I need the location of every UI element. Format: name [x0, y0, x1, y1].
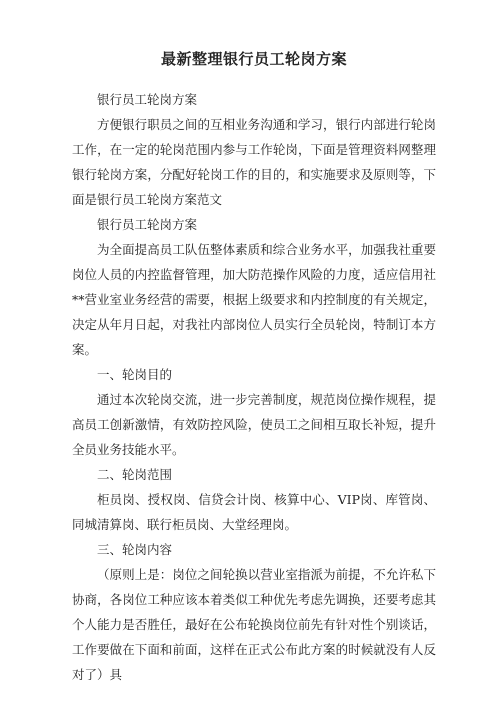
- paragraph-content: （原则上是：岗位之间轮换以营业室指派为前提，不允许私下协商，各岗位工种应该本着类似工种优先考虑先调换，还要考虑其个人能力是否胜任，最好在公布轮换岗位前先有针对性个别谈话，工作要做在下面和前面，这样在正式公布此方案的时候就没有人反对了）具: [72, 567, 436, 682]
- section-heading-objective: 一、轮岗目的: [97, 367, 173, 382]
- document-title: 最新整理银行员工轮岗方案: [160, 50, 347, 68]
- paragraph-scope: 柜员岗、授权岗、信贷会计岗、核算中心、VIP岗、库管岗、同城清算岗、联行柜员岗、大堂经理岗。: [72, 492, 436, 532]
- paragraph-intro: 方便银行职员之间的互相业务沟通和学习，银行内部进行轮岗工作，在一定的轮岗范围内参与工作轮岗，下面是管理资料网整理银行轮岗方案，分配好轮岗工作的目的，和实施要求及原则等，下面是银行员工轮岗方案范文: [72, 117, 436, 207]
- section-heading-scope: 二、轮岗范围: [97, 467, 173, 482]
- paragraph-subtitle-2: 银行员工轮岗方案: [97, 217, 198, 232]
- paragraph-subtitle: 银行员工轮岗方案: [97, 92, 198, 107]
- paragraph-objective: 通过本次轮岗交流，进一步完善制度，规范岗位操作规程，提高员工创新激情，有效防控风险，使员工之间相互取长补短，提升全员业务技能水平。: [72, 392, 436, 457]
- paragraph-purpose-statement: 为全面提高员工队伍整体素质和综合业务水平，加强我社重要岗位人员的内控监督管理，加大防范操作风险的力度，适应信用社**营业室业务经营的需要，根据上级要求和内控制度的有关规定，决定从年月日起，对我社内部岗位人员实行全员轮岗，特制订本方案。: [72, 242, 436, 357]
- section-heading-content: 三、轮岗内容: [97, 542, 173, 557]
